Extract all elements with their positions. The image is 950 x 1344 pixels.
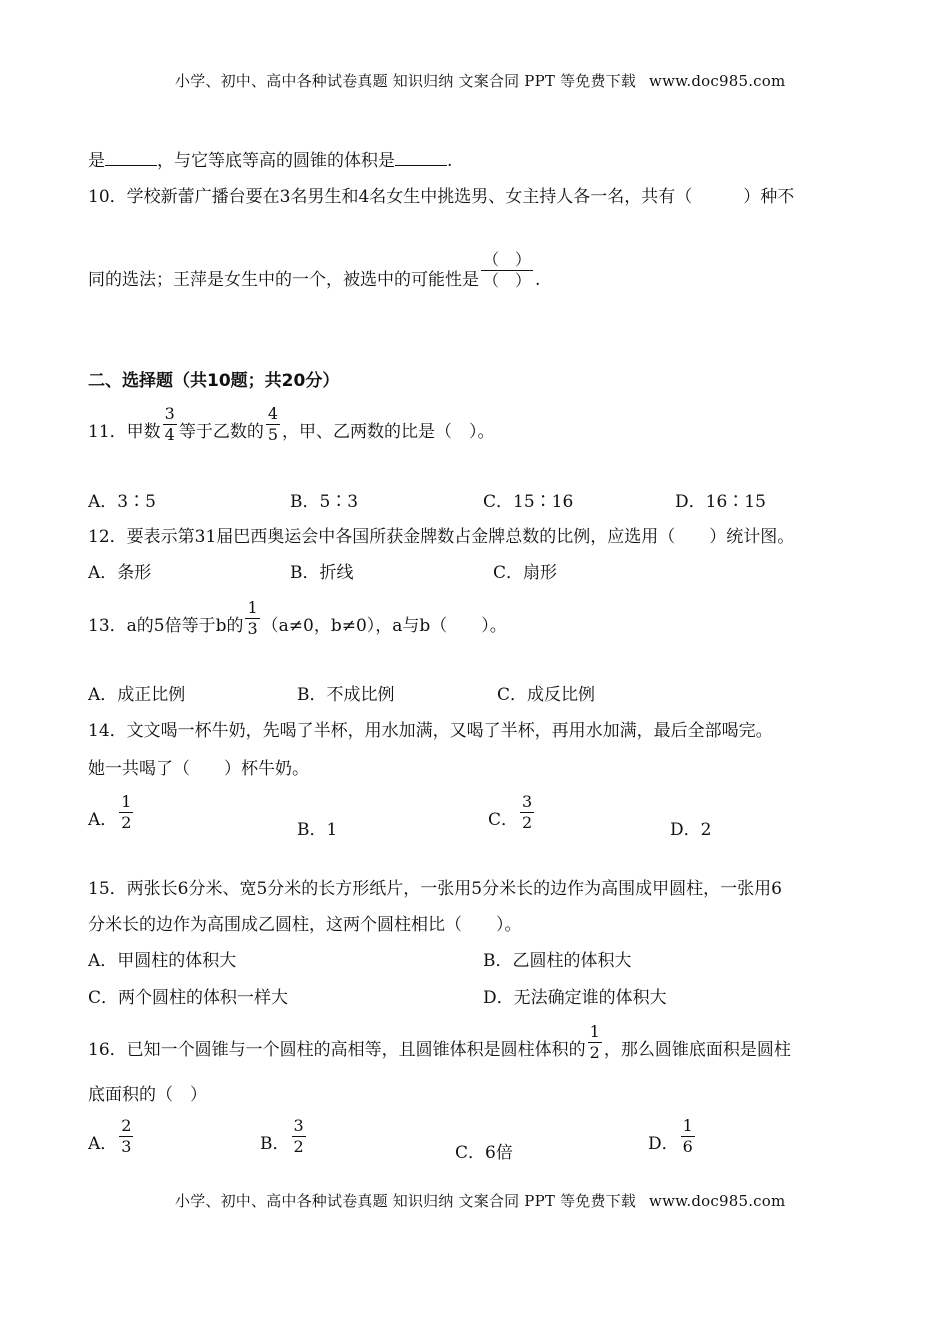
fraction [588, 1024, 602, 1061]
answer-blank [105, 151, 157, 166]
fraction-numerator: 2 [121, 1116, 132, 1135]
option-label: A． [88, 810, 118, 830]
q10-text-a: 同的选法；王萍是女生中的一个，被选中的可能性是 [88, 270, 479, 290]
q13-text-a: 13．a的5倍等于b的 [88, 616, 244, 636]
fraction-denominator: 4 [164, 425, 175, 444]
q16-option-d [648, 1116, 697, 1163]
q11-text-c: ，甲、乙两数的比是（ ）。 [282, 422, 495, 442]
q14-line2: 她一共喝了（ ）杯牛奶。 [88, 759, 309, 779]
footer-text: 小学、初中、高中各种试卷真题 知识归纳 文案合同 PPT 等免费下载 [175, 1192, 637, 1210]
fraction-numerator: 1 [121, 792, 132, 811]
section-title: 二、选择题（共10题；共20分） [88, 371, 340, 391]
fraction-numerator: 3 [522, 792, 533, 811]
fraction-denominator: （ ） [483, 271, 532, 290]
q9-text-a: 是 [88, 151, 105, 171]
q14-option-d: D．2 [670, 820, 712, 840]
q16-line2: 底面积的（ ） [88, 1085, 207, 1105]
q13-text-b: （a≠0，b≠0），a与b（ ）。 [261, 616, 507, 636]
q15-option-d: D．无法确定谁的体积大 [483, 988, 667, 1008]
fraction [119, 1118, 133, 1155]
q12-option-a: A．条形 [88, 563, 152, 583]
q10-text-b: . [535, 270, 541, 290]
header-text: 小学、初中、高中各种试卷真题 知识归纳 文案合同 PPT 等免费下载 [175, 72, 637, 90]
fraction-numerator: 1 [247, 598, 258, 617]
fraction-denominator: 5 [267, 425, 279, 444]
page-header [175, 70, 785, 91]
option-label: A． [88, 1134, 118, 1154]
answer-blank [395, 151, 447, 166]
q14-option-b: B．1 [297, 820, 338, 840]
fraction-numerator: 1 [682, 1116, 693, 1135]
q15-option-a: A．甲圆柱的体积大 [88, 951, 237, 971]
fraction [119, 794, 133, 831]
fraction-denominator: 6 [682, 1137, 693, 1156]
q15-option-b: B．乙圆柱的体积大 [483, 951, 632, 971]
q12-option-c: C．扇形 [493, 563, 558, 583]
fraction-numerator: 1 [589, 1022, 600, 1041]
fraction [292, 1118, 306, 1155]
q13-option-b: B．不成比例 [297, 685, 395, 705]
q11-text-b: 等于乙数的 [178, 422, 264, 442]
fraction-numerator: （ ） [483, 250, 532, 269]
q15-option-c: C．两个圆柱的体积一样大 [88, 988, 289, 1008]
header-url: www.doc985.com [649, 72, 786, 90]
fraction-denominator: 2 [522, 813, 533, 832]
fraction-numerator: 4 [267, 404, 279, 423]
q9-text-c: . [447, 151, 453, 171]
q11-text-a: 11．甲数 [88, 422, 161, 442]
q9-text-b: ，与它等底等高的圆锥的体积是 [157, 151, 395, 171]
q16-text-a: 16．已知一个圆锥与一个圆柱的高相等，且圆锥体积是圆柱体积的 [88, 1040, 586, 1060]
q10-line1: 10．学校新蕾广播台要在3名男生和4名女生中挑选男、女主持人各一名，共有（ ）种不 [88, 187, 795, 207]
fraction [163, 406, 177, 443]
fraction [681, 1118, 695, 1155]
fraction [245, 600, 259, 637]
fraction-numerator: 3 [164, 404, 175, 423]
page-footer [175, 1190, 785, 1211]
fraction [266, 406, 280, 443]
q11-stem [88, 404, 495, 451]
q14-option-c [488, 792, 536, 839]
q14-option-a [88, 792, 135, 839]
fraction-denominator: 3 [247, 619, 258, 638]
q16-option-c: C．6倍 [455, 1143, 513, 1163]
fraction-denominator: 2 [293, 1137, 304, 1156]
q15-line1: 15．两张长6分米、宽5分米的长方形纸片，一张用5分米长的边作为高围成甲圆柱，一张用6 [88, 879, 782, 899]
q16-text-b: ，那么圆锥底面积是圆柱 [603, 1040, 791, 1060]
q14-line1: 14．文文喝一杯牛奶，先喝了半杯，用水加满，又喝了半杯，再用水加满，最后全部喝完。 [88, 721, 773, 741]
q13-stem [88, 598, 507, 645]
q11-option-a: A．3∶5 [88, 492, 156, 512]
fraction-denominator: 2 [589, 1043, 600, 1062]
option-label: D． [648, 1134, 679, 1154]
fraction-denominator: 2 [121, 813, 132, 832]
q16-option-a [88, 1116, 135, 1163]
q16-option-b [260, 1116, 308, 1163]
q11-option-b: B．5∶3 [290, 492, 359, 512]
fraction-numerator: 3 [293, 1116, 304, 1135]
q10-line2 [88, 250, 541, 299]
q11-option-d: D．16∶15 [675, 492, 766, 512]
option-label: B． [260, 1134, 290, 1154]
q9-tail [88, 146, 452, 171]
q16-line1 [88, 1022, 791, 1069]
q13-option-c: C．成反比例 [497, 685, 596, 705]
fraction-denominator: 3 [121, 1137, 132, 1156]
q12-stem: 12．要表示第31届巴西奥运会中各国所获金牌数占金牌总数的比例，应选用（ ）统计图。 [88, 527, 795, 547]
q11-option-c: C．15∶16 [483, 492, 574, 512]
footer-url: www.doc985.com [649, 1192, 786, 1210]
fraction-blank [481, 252, 533, 289]
q15-line2: 分米长的边作为高围成乙圆柱，这两个圆柱相比（ ）。 [88, 915, 522, 935]
option-label: C． [488, 810, 519, 830]
fraction [520, 794, 534, 831]
q12-option-b: B．折线 [290, 563, 354, 583]
q13-option-a: A．成正比例 [88, 685, 186, 705]
